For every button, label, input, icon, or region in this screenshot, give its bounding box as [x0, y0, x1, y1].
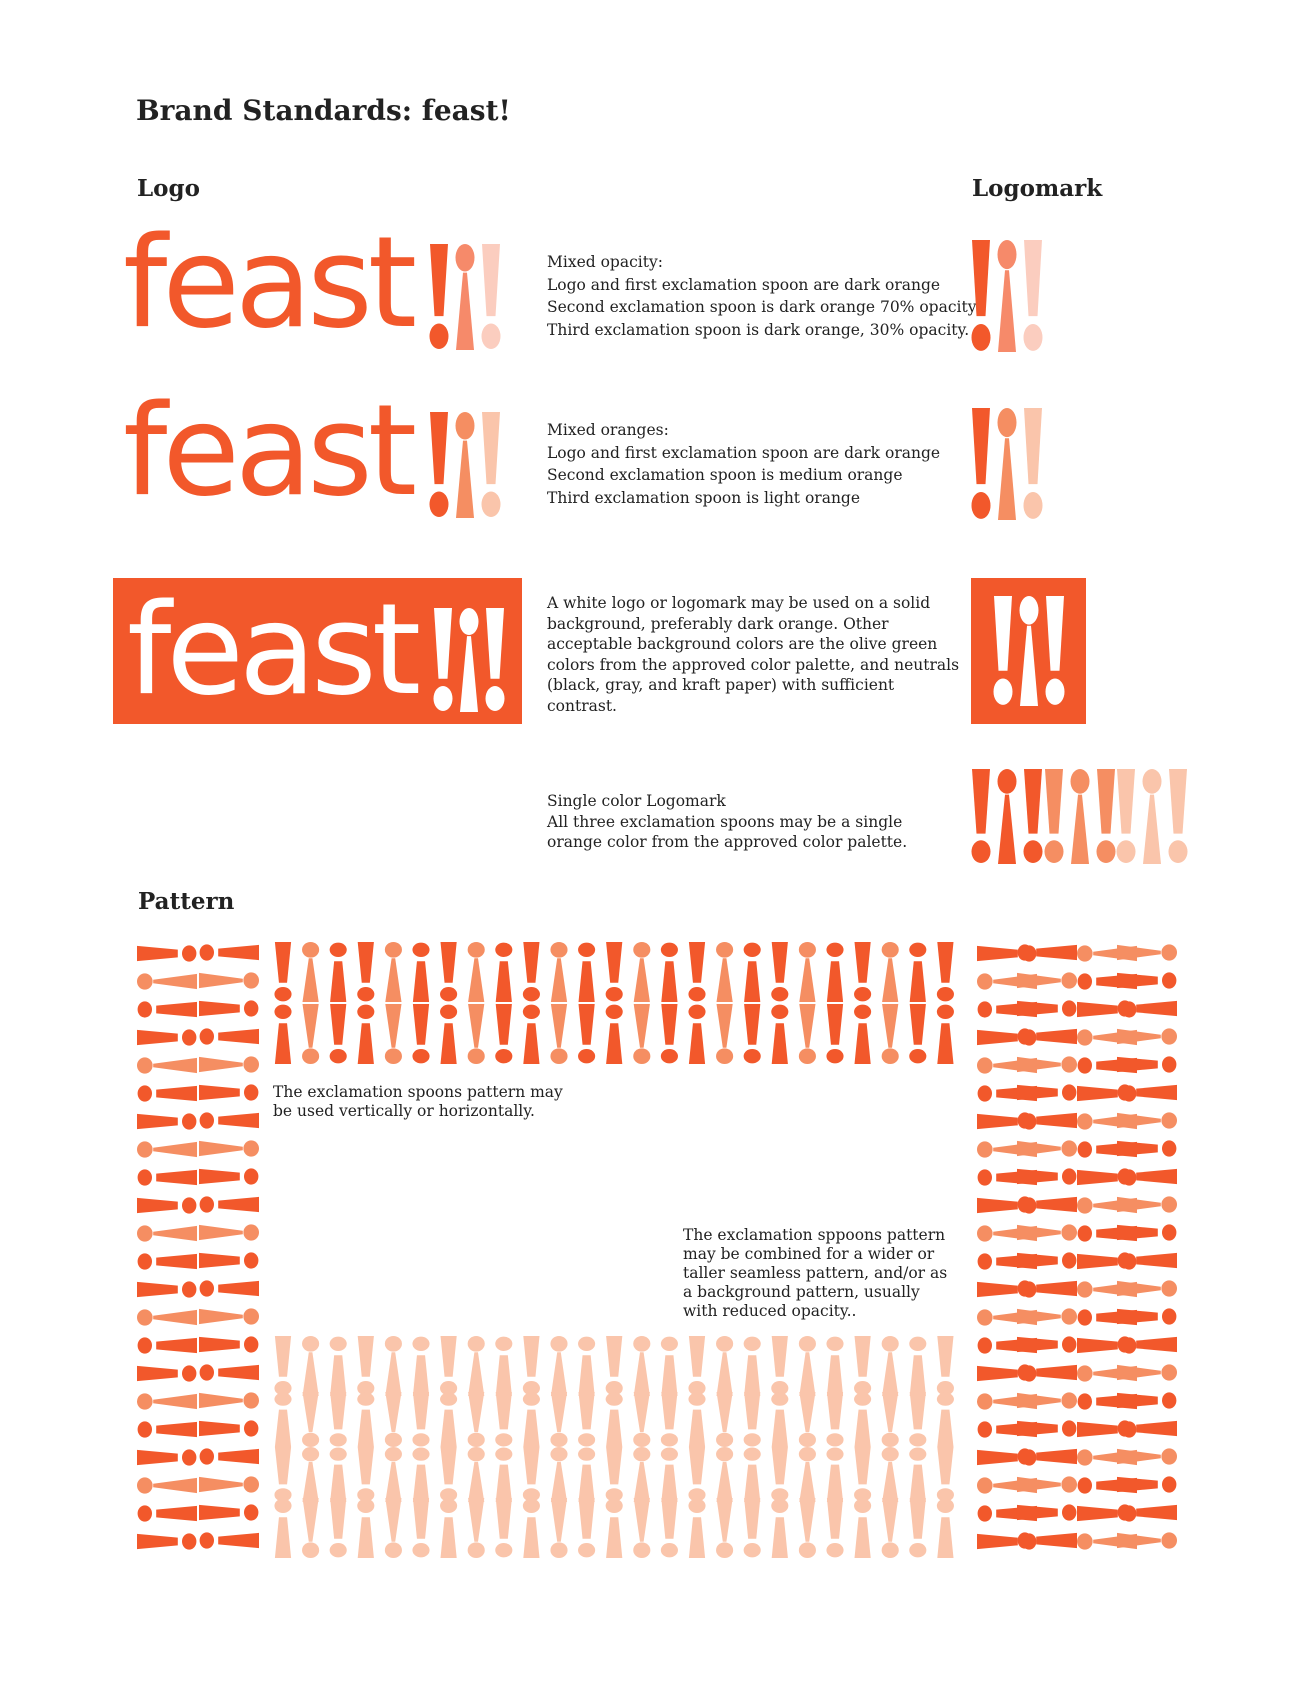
spoon-pattern-icon	[606, 942, 623, 1001]
spoon-pattern-icon	[302, 1336, 319, 1396]
spoon-pattern-icon	[1017, 1336, 1076, 1352]
spoon-pattern-icon	[1117, 1028, 1177, 1044]
spoon-pattern-icon	[606, 1336, 623, 1395]
wordmark-text: feast	[123, 209, 413, 356]
spoon-pattern-icon	[550, 1447, 567, 1502]
description-line: Second exclamation spoon is medium orange	[547, 466, 903, 484]
page-title: Brand Standards: feast!	[136, 94, 511, 127]
spoon-pattern-icon	[357, 942, 374, 1001]
spoon-pattern-icon	[440, 942, 457, 1001]
description-heading: Single color Logomark	[547, 792, 726, 810]
spoon-pattern-icon	[199, 1252, 258, 1268]
spoon-pattern-icon	[826, 1392, 843, 1446]
spoon-pattern-icon	[937, 1393, 954, 1447]
spoon-pattern-icon	[771, 1393, 788, 1447]
spoon-pattern-icon	[661, 1337, 678, 1396]
logomark-mixed-opacity-icon	[971, 240, 1043, 354]
logo-mixed-oranges	[123, 377, 503, 526]
spoon-pattern-icon	[468, 1004, 485, 1064]
spoon-pattern-icon	[1117, 1112, 1177, 1128]
spoon-pattern-icon	[744, 1004, 761, 1063]
spoon-pattern-icon	[937, 1336, 954, 1395]
spoon-pattern-icon	[716, 942, 733, 1002]
spoon-pattern-icon	[1017, 1420, 1076, 1436]
spoon-pattern-icon	[137, 1113, 196, 1129]
light-spoon-pattern	[272, 1336, 962, 1558]
spoon-pattern-icon	[1117, 1364, 1177, 1380]
spoon-pattern-icon	[1118, 1000, 1177, 1016]
spoon-pattern-icon	[412, 1498, 429, 1557]
spoon-pattern-icon	[385, 1447, 402, 1502]
spoon-pattern-icon	[633, 942, 650, 1002]
spoon-pattern-icon	[661, 943, 678, 1002]
spoon-pattern-icon	[854, 1005, 871, 1064]
spoon-pattern-icon	[274, 1447, 291, 1501]
spoon-pattern-icon	[440, 1447, 457, 1501]
spoon-pattern-icon	[468, 1336, 485, 1396]
spoon-pattern-icon	[799, 1004, 816, 1064]
spoon-pattern-icon	[1017, 1168, 1076, 1184]
spoon-pattern-icon	[937, 1447, 954, 1501]
spoon-pattern-icon	[199, 1504, 258, 1520]
spoon-pattern-icon	[137, 1309, 197, 1325]
spoon-pattern-icon	[826, 1448, 843, 1502]
spoon-pattern-icon	[744, 943, 761, 1002]
spoon-pattern-icon	[495, 943, 512, 1002]
spoon-pattern-icon	[854, 1447, 871, 1501]
logomark-section-heading: Logomark	[972, 175, 1103, 202]
spoon-pattern-icon	[799, 1392, 816, 1447]
spoon-pattern-icon	[385, 1336, 402, 1396]
spoon-pattern-icon	[854, 942, 871, 1001]
spoon-pattern-icon	[385, 1392, 402, 1447]
spoon-pattern-icon	[330, 943, 347, 1002]
spoon-pattern-icon	[578, 943, 595, 1002]
spoon-pattern-icon	[468, 1447, 485, 1502]
spoon-pattern-icon	[882, 1447, 899, 1502]
spoon-pattern-icon	[633, 1004, 650, 1064]
spoon-pattern-icon	[523, 942, 540, 1001]
spoon-pattern-icon	[1017, 1252, 1076, 1268]
spoon-pattern-icon	[357, 1005, 374, 1064]
spoon-pattern-icon	[826, 1004, 843, 1063]
spoon-pattern-icon	[716, 1447, 733, 1502]
description-line: Logo and first exclamation spoon are dark orange	[547, 443, 941, 462]
description-line: Third exclamation spoon is dark orange, 30% opacity.	[547, 320, 970, 339]
spoon-pattern-icon	[771, 1447, 788, 1501]
spoon-pattern-icon	[199, 972, 259, 988]
spoon-pattern-icon	[137, 1393, 197, 1409]
spoon-pattern-icon	[688, 942, 705, 1001]
spoon-pattern-icon	[799, 1498, 816, 1558]
spoon-pattern-icon	[606, 1499, 623, 1558]
vertical-spoon-pattern	[137, 942, 259, 1558]
spoon-pattern-icon	[357, 1447, 374, 1501]
spoon-pattern-icon	[550, 1336, 567, 1396]
spoon-pattern-icon	[633, 1336, 650, 1396]
spoon-pattern-icon	[199, 1420, 258, 1436]
logo-mixed-opacity	[123, 209, 503, 358]
description-heading: Mixed oranges:	[547, 421, 669, 439]
combined-spoon-pattern	[977, 942, 1177, 1558]
spoon-pattern-icon	[578, 1004, 595, 1063]
logomark-dark-orange-icon	[971, 769, 1043, 865]
spoon-pattern-icon	[137, 1225, 197, 1241]
spoon-pattern-icon	[1018, 1280, 1077, 1296]
spoon-pattern-icon	[412, 943, 429, 1002]
spoon-pattern-icon	[661, 1448, 678, 1502]
spoon-pattern-icon	[578, 1498, 595, 1557]
spoon-pattern-icon	[274, 942, 291, 1001]
spoon-pattern-icon	[1117, 972, 1176, 988]
spoon-pattern-icon	[1117, 1224, 1176, 1240]
spoon-pattern-icon	[1018, 1112, 1077, 1128]
spoon-pattern-icon	[330, 1004, 347, 1063]
spoon-pattern-icon	[1117, 1280, 1177, 1296]
spoon-pattern-icon	[200, 1364, 259, 1380]
spoon-pattern-icon	[200, 1112, 259, 1128]
spoon-pattern-icon	[1117, 1532, 1177, 1548]
spoon-pattern-icon	[357, 1499, 374, 1558]
spoon-pattern-icon	[716, 1392, 733, 1447]
spoon-pattern-icon	[826, 1498, 843, 1557]
spoon-pattern-icon	[633, 1392, 650, 1447]
logomark-mixed-oranges-icon	[971, 408, 1043, 522]
spoon-pattern-icon	[771, 942, 788, 1001]
spoon-pattern-icon	[200, 1280, 259, 1296]
spoon-pattern-icon	[138, 1085, 197, 1101]
spoon-pattern-icon	[357, 1336, 374, 1395]
spoon-pattern-icon	[330, 1337, 347, 1396]
horizontal-spoon-pattern	[272, 942, 962, 1064]
spoon-pattern-icon	[1118, 1084, 1177, 1100]
spoon-pattern-icon	[688, 1447, 705, 1501]
spoon-pattern-icon	[882, 1004, 899, 1064]
spoon-pattern-icon	[1018, 1196, 1077, 1212]
spoon-pattern-icon	[882, 1336, 899, 1396]
spoon-pattern-icon	[1118, 1252, 1177, 1268]
spoon-pattern-icon	[799, 1336, 816, 1396]
spoon-pattern-icon	[799, 1447, 816, 1502]
spoon-pattern-icon	[1017, 1308, 1077, 1324]
spoon-pattern-icon	[495, 1498, 512, 1557]
spoon-pattern-icon	[1117, 1392, 1176, 1408]
spoon-pattern-icon	[137, 1365, 196, 1381]
spoon-pattern-icon	[440, 1499, 457, 1558]
spoon-pattern-icon	[937, 1499, 954, 1558]
spoon-pattern-icon	[688, 1499, 705, 1558]
spoon-pattern-icon	[771, 1005, 788, 1064]
spoon-pattern-icon	[771, 1499, 788, 1558]
spoon-pattern-icon	[138, 1169, 197, 1185]
spoon-pattern-icon	[1018, 1532, 1077, 1548]
spoon-pattern-icon	[137, 1029, 196, 1045]
spoon-pattern-icon	[744, 1337, 761, 1396]
spoon-pattern-icon	[302, 1498, 319, 1558]
spoon-pattern-icon	[523, 1336, 540, 1395]
spoon-pattern-icon	[199, 1308, 259, 1324]
spoon-pattern-icon	[468, 942, 485, 1002]
description-line: Logo and first exclamation spoon are dark orange	[547, 275, 941, 294]
spoon-pattern-icon	[199, 1140, 259, 1156]
spoon-pattern-icon	[937, 942, 954, 1001]
spoon-pattern-icon	[200, 944, 259, 960]
logomark-medium-orange-icon	[1044, 769, 1116, 865]
spoon-pattern-icon	[199, 1476, 259, 1492]
spoon-pattern-icon	[1117, 1140, 1176, 1156]
spoon-pattern-icon	[138, 1337, 197, 1353]
spoon-pattern-icon	[1018, 1448, 1077, 1464]
spoon-pattern-icon	[330, 1498, 347, 1557]
spoon-pattern-icon	[661, 1004, 678, 1063]
spoon-pattern-icon	[606, 1393, 623, 1447]
spoon-pattern-icon	[440, 1336, 457, 1395]
spoon-pattern-icon	[138, 1421, 197, 1437]
spoon-pattern-icon	[744, 1392, 761, 1446]
spoon-pattern-icon	[1018, 1364, 1077, 1380]
logo-section-heading: Logo	[137, 175, 200, 202]
exclamation-spoons-icon	[429, 242, 501, 352]
spoon-pattern-icon	[495, 1337, 512, 1396]
spoon-pattern-icon	[274, 1393, 291, 1447]
description-line: Second exclamation spoon is dark orange 70% opacity	[547, 298, 977, 316]
spoon-pattern-icon	[468, 1392, 485, 1447]
spoon-pattern-icon	[909, 1498, 926, 1557]
logo-white-on-orange	[113, 578, 522, 724]
spoon-pattern-icon	[357, 1393, 374, 1447]
spoon-pattern-icon	[274, 1499, 291, 1558]
spoon-pattern-icon	[385, 1498, 402, 1558]
spoon-pattern-icon	[385, 1004, 402, 1064]
spoon-pattern-icon	[330, 1392, 347, 1446]
spoon-pattern-icon	[688, 1336, 705, 1395]
spoon-pattern-icon	[137, 1141, 197, 1157]
wordmark-text: feast	[123, 377, 413, 524]
spoon-pattern-icon	[909, 1004, 926, 1063]
spoon-pattern-icon	[1017, 1224, 1077, 1240]
spoon-pattern-icon	[1017, 1476, 1077, 1492]
spoon-pattern-icon	[937, 1005, 954, 1064]
spoon-pattern-icon	[1118, 1420, 1177, 1436]
spoon-pattern-icon	[199, 1000, 258, 1016]
spoon-pattern-icon	[1118, 1168, 1177, 1184]
spoon-pattern-icon	[1118, 1504, 1177, 1520]
spoon-pattern-icon	[1017, 1056, 1077, 1072]
spoon-pattern-icon	[495, 1004, 512, 1063]
spoon-pattern-icon	[854, 1336, 871, 1395]
spoon-pattern-icon	[199, 1336, 258, 1352]
description-text: All three exclamation spoons may be a single orange color from the approved color palette.	[547, 812, 908, 851]
spoon-pattern-icon	[633, 1498, 650, 1558]
spoon-pattern-icon	[274, 1336, 291, 1395]
spoon-pattern-icon	[137, 1281, 196, 1297]
spoon-pattern-icon	[199, 1168, 258, 1184]
spoon-pattern-icon	[550, 942, 567, 1002]
spoon-pattern-icon	[302, 942, 319, 1002]
spoon-pattern-icon	[523, 1393, 540, 1447]
spoon-pattern-icon	[385, 942, 402, 1002]
spoon-pattern-icon	[661, 1392, 678, 1446]
spoon-pattern-icon	[771, 1336, 788, 1395]
spoon-pattern-icon	[138, 1505, 197, 1521]
spoon-pattern-icon	[1118, 1336, 1177, 1352]
spoon-pattern-icon	[137, 1057, 197, 1073]
spoon-pattern-icon	[137, 1449, 196, 1465]
spoon-pattern-icon	[200, 1532, 259, 1548]
spoon-pattern-icon	[716, 1004, 733, 1064]
spoon-pattern-icon	[1018, 944, 1077, 960]
description-heading: Mixed opacity:	[547, 253, 663, 271]
spoon-pattern-icon	[1117, 1196, 1177, 1212]
spoon-pattern-icon	[882, 1498, 899, 1558]
spoon-pattern-icon	[1117, 1056, 1176, 1072]
spoon-pattern-icon	[412, 1337, 429, 1396]
pattern-note-combined: The exclamation sppoons pattern may be combined for a wider or taller seamless pattern, and/or as a background pattern, usually with reduced opacity..	[683, 1226, 948, 1320]
spoon-pattern-icon	[1017, 1084, 1076, 1100]
spoon-pattern-icon	[744, 1448, 761, 1502]
spoon-pattern-icon	[412, 1448, 429, 1502]
spoon-pattern-icon	[302, 1447, 319, 1502]
spoon-pattern-icon	[523, 1005, 540, 1064]
spoon-pattern-icon	[440, 1393, 457, 1447]
spoon-pattern-icon	[799, 942, 816, 1002]
spoon-pattern-icon	[688, 1393, 705, 1447]
spoon-pattern-icon	[199, 1224, 259, 1240]
spoon-pattern-icon	[1017, 1000, 1076, 1016]
spoon-pattern-icon	[909, 1337, 926, 1396]
single-color-description	[547, 791, 947, 853]
exclamation-spoons-icon	[429, 410, 501, 520]
spoon-pattern-icon	[550, 1498, 567, 1558]
pattern-section-heading: Pattern	[138, 888, 235, 915]
spoon-pattern-icon	[495, 1392, 512, 1446]
spoon-pattern-icon	[826, 943, 843, 1002]
spoon-pattern-icon	[744, 1498, 761, 1557]
spoon-pattern-icon	[716, 1498, 733, 1558]
spoon-pattern-icon	[412, 1392, 429, 1446]
spoon-pattern-icon	[606, 1005, 623, 1064]
spoon-pattern-icon	[1117, 1308, 1176, 1324]
spoon-pattern-icon	[882, 1392, 899, 1447]
spoon-pattern-icon	[1017, 1140, 1077, 1156]
spoon-pattern-icon	[199, 1392, 259, 1408]
spoon-pattern-icon	[578, 1392, 595, 1446]
spoon-pattern-icon	[200, 1196, 259, 1212]
logomark-white-icon	[993, 596, 1065, 708]
mixed-oranges-description	[547, 419, 940, 509]
spoon-pattern-icon	[1117, 1448, 1177, 1464]
spoon-pattern-icon	[661, 1498, 678, 1557]
spoon-pattern-icon	[550, 1392, 567, 1447]
spoon-pattern-icon	[137, 1197, 196, 1213]
spoon-pattern-icon	[468, 1498, 485, 1558]
exclamation-spoons-icon	[433, 606, 505, 716]
pattern-note-orientation: The exclamation spoons pattern may be used vertically or horizontally.	[273, 1083, 563, 1120]
spoon-pattern-icon	[200, 1028, 259, 1044]
spoon-pattern-icon	[302, 1392, 319, 1447]
spoon-pattern-icon	[137, 973, 197, 989]
spoon-pattern-icon	[137, 1533, 196, 1549]
spoon-pattern-icon	[330, 1448, 347, 1502]
spoon-pattern-icon	[688, 1005, 705, 1064]
spoon-pattern-icon	[1117, 944, 1177, 960]
spoon-pattern-icon	[909, 1448, 926, 1502]
white-logo-description: A white logo or logomark may be used on a solid background, preferably dark orange. Other acceptable background colors are the olive green colors from the approved color palette, and neutrals (black, gray, and kraft paper) with sufficient contrast.	[547, 594, 960, 715]
spoon-pattern-icon	[1018, 1028, 1077, 1044]
spoon-pattern-icon	[495, 1448, 512, 1502]
spoon-pattern-icon	[1017, 1392, 1077, 1408]
spoon-pattern-icon	[200, 1448, 259, 1464]
logomark-light-orange-icon	[1116, 769, 1188, 865]
spoon-pattern-icon	[633, 1447, 650, 1502]
spoon-pattern-icon	[274, 1005, 291, 1064]
wordmark-text: feast	[127, 576, 417, 723]
spoon-pattern-icon	[1117, 1476, 1176, 1492]
spoon-pattern-icon	[909, 943, 926, 1002]
spoon-pattern-icon	[854, 1393, 871, 1447]
spoon-pattern-icon	[523, 1447, 540, 1501]
spoon-pattern-icon	[882, 942, 899, 1002]
spoon-pattern-icon	[578, 1337, 595, 1396]
spoon-pattern-icon	[138, 1001, 197, 1017]
spoon-pattern-icon	[1017, 1504, 1076, 1520]
spoon-pattern-icon	[137, 1477, 197, 1493]
spoon-pattern-icon	[550, 1004, 567, 1064]
spoon-pattern-icon	[138, 1253, 197, 1269]
spoon-pattern-icon	[523, 1499, 540, 1558]
spoon-pattern-icon	[199, 1084, 258, 1100]
description-line: Third exclamation spoon is light orange	[547, 488, 861, 507]
mixed-opacity-description	[547, 251, 976, 341]
spoon-pattern-icon	[578, 1448, 595, 1502]
logomark-white-on-orange	[971, 578, 1086, 724]
spoon-pattern-icon	[199, 1056, 259, 1072]
spoon-pattern-icon	[854, 1499, 871, 1558]
spoon-pattern-icon	[606, 1447, 623, 1501]
spoon-pattern-icon	[826, 1337, 843, 1396]
spoon-pattern-icon	[302, 1004, 319, 1064]
spoon-pattern-icon	[137, 945, 196, 961]
spoon-pattern-icon	[909, 1392, 926, 1446]
spoon-pattern-icon	[716, 1336, 733, 1396]
spoon-pattern-icon	[440, 1005, 457, 1064]
spoon-pattern-icon	[1017, 972, 1077, 988]
spoon-pattern-icon	[412, 1004, 429, 1063]
